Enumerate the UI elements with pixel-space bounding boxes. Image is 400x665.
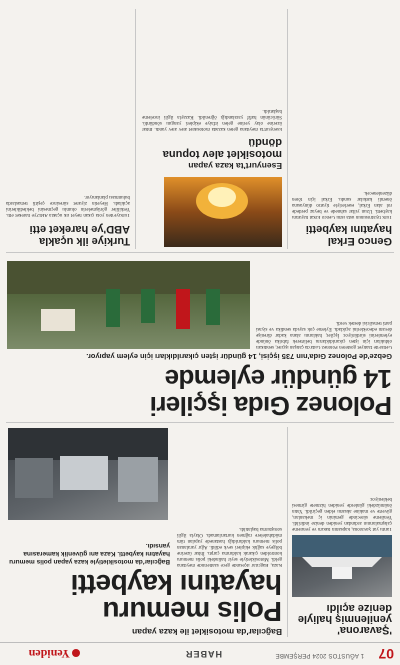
story2-photo: [7, 261, 250, 349]
protest-photo-image: [7, 261, 250, 349]
story4-title: motosiklet alev topuna döndü: [162, 136, 282, 160]
story2-body: Gebze'de faaliyet gösteren Polonez Gıda'da çalışan işçiler, sendikalı oldukları için işten çıkarıldıklarını belirterek fabrika önünde eylemlerini sürdürüyor. İşçiler, haklarını alana kadar direnişe devam edeceklerini açıkladı. Eyleme çok sayıda sendika ve siyasi parti temsilcisi destek verdi.: [256, 320, 392, 349]
story5-body: Türk tiyatrosunun usta ismi Genco Erkal hayatını kaybetti. Uzun yıllar sahnede ve beyaz perdede rol alan Erkal, eserleriyle tiyatro dünyasına önemli katkılar sundu. Erkal için tören düzenlenecek.: [292, 190, 392, 219]
sidebar1-body: Tarihi yat Şavarona, kapsamlı bakım ve yenileme çalışmalarının ardından yeniden denize indirildi. Yenileme sürecinde geminin iç mekanları, güverte ve makine aksamı elden geçirildi. Yatın önümüzdeki günlerde yeniden hizmete girmesi bekleniyor.: [292, 496, 392, 531]
section-rule-2: [6, 252, 394, 253]
story4-kicker: Esenyurt'ta kaza yapan: [188, 161, 282, 171]
brand-dot-icon: [72, 649, 80, 657]
section-label: HABER: [184, 649, 222, 659]
sidebar1-photo: [292, 535, 392, 597]
story2-headline-line2: 14 gündür eylemde: [165, 364, 392, 394]
column-rule-2: [287, 9, 288, 249]
brand-logo: [29, 646, 80, 661]
page-date: 1 AĞUSTOS 2024 PERŞEMBE: [275, 652, 364, 658]
story2-headline-line1: Polonez Gıda işçileri: [150, 391, 392, 421]
story4-body: Esenyurt'ta meydana gelen kazada motosiklet alev alev yandı. İhbar üzerine olay yerine gelen itfaiye ekipleri yangını söndürdü. Sürücünün hafif yaralandığı öğrenildi. Kazayla ilgili inceleme başlatıldı.: [142, 108, 282, 131]
story1-headline-line1: Polis memuru: [102, 596, 282, 627]
story2-headline: [52, 365, 392, 419]
story3-title: Turkiye ilk uçakla ABD'ye hareket etti: [29, 223, 130, 247]
fire-photo-image: [164, 177, 282, 247]
story1-body: Kaza, Bağcılar ilçesinde gece saatlerinde meydana geldi. Motosikletiyle seyir halindeki polis memuru kontrolden çıkarak kaldırıma çarptı. İhbar üzerine bölgeye sağlık ekipleri sevk edildi. Ağır yaralanan polis memuru kaldırıldığı hastanede yapılan tüm müdahalelere rağmen kurtarılamadı. Olayla ilgili soruşturma başlatıldı.: [177, 526, 282, 567]
street-photo-image: [8, 428, 168, 520]
story1-body-cont: [177, 429, 282, 469]
page-number: 07: [378, 646, 394, 662]
story1-photo: [8, 428, 168, 520]
sidebar1-title: 'Şavarona' yenilenmiş haliyle denize açıldı: [297, 602, 392, 636]
story5-title: Genco Erkal hayatını kaybetti: [305, 223, 392, 247]
story1-deck: Bağcılar'da motosikletiyle kaza yapan polis memuru hayatını kaybetti. Kaza anı güvenlik kamerasına yansıdı.: [9, 542, 170, 565]
section-rule: [6, 422, 394, 423]
story4-photo: [164, 177, 282, 247]
story1-kicker: Bağcılar'da motosiklet ile kaza yapan: [132, 627, 282, 637]
story1-headline: [4, 571, 282, 625]
story3-body: Türkiye'den yola çıkan heyet ilk uçakla ABD'ye hareket etti. Yetkililer görüşmelerin olumlu geçmesini beklediklerini açıkladı. Heyetin ziyaret süresince çeşitli temaslarda bulunması planlanıyor.: [6, 194, 130, 217]
column-rule: [287, 427, 288, 637]
yacht-photo-image: [292, 535, 392, 597]
story1-headline-line2: hayatını kaybetti: [71, 569, 282, 600]
page-header: [0, 642, 400, 665]
brand-name: Yeniden: [28, 647, 70, 661]
column-rule-3: [135, 9, 136, 249]
story2-sub: Gebze'de Polonez Gıda'nın 735 işçisi, 14 gündür işten çıkarıldıkları için eylem yapıyor.: [86, 352, 392, 361]
